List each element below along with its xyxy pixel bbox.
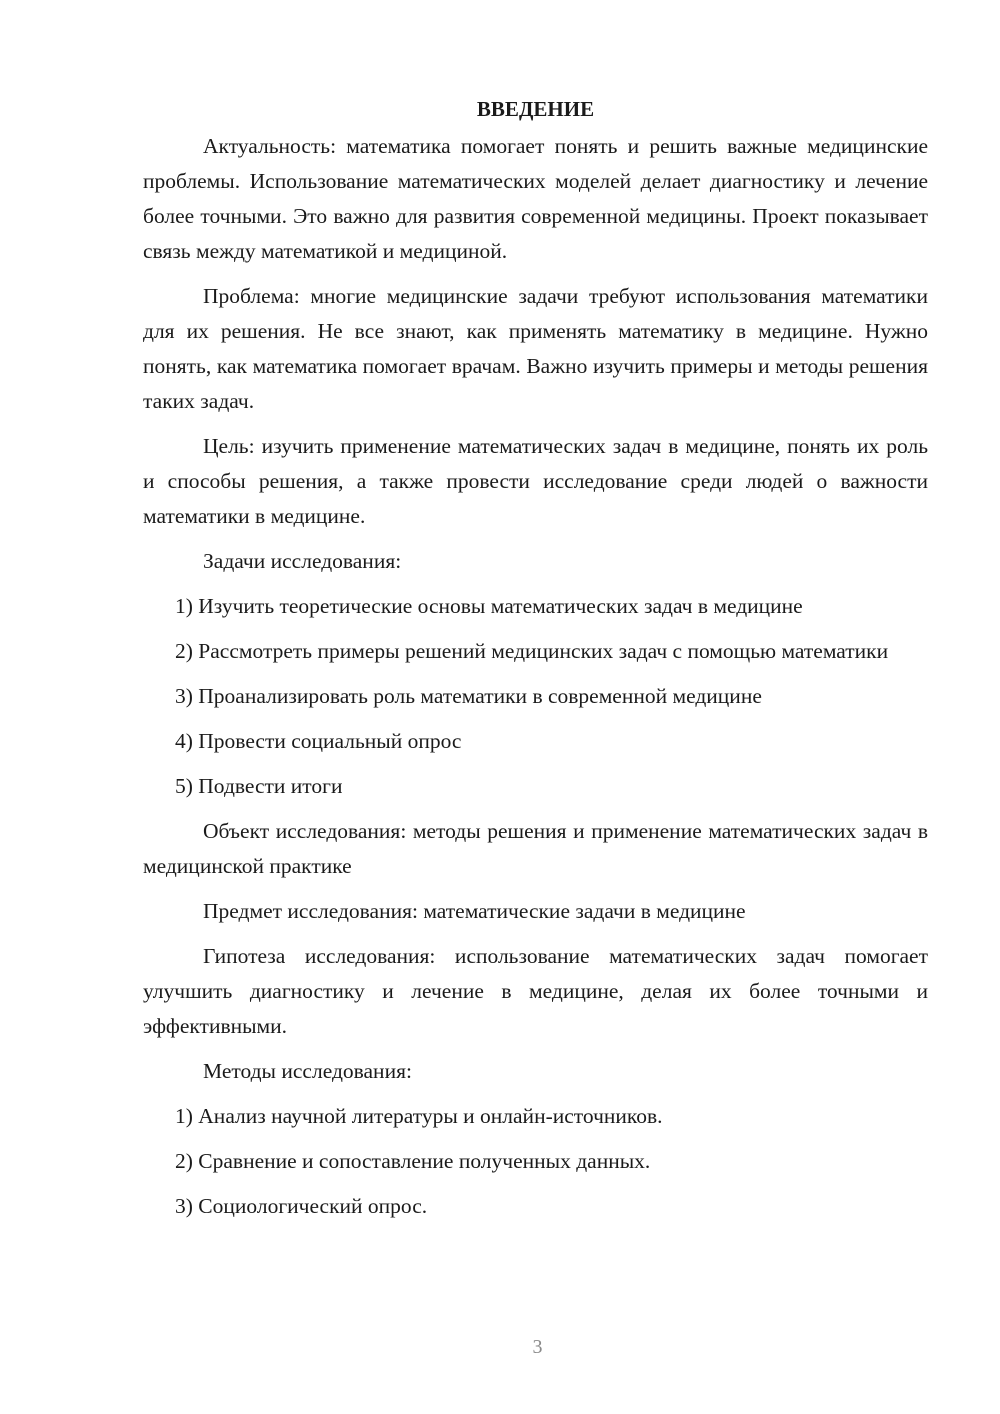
page-number: 3 — [532, 1336, 543, 1358]
task-item-5: 5) Подвести итоги — [175, 774, 343, 798]
method-item-1: 1) Анализ научной литературы и онлайн-источников. — [175, 1104, 663, 1128]
page-content — [143, 92, 928, 1234]
hypothesis-paragraph: Гипотеза исследования: использование математических задач помогает улучшить диагностику и лечение в медицине, делая их более точными и эффективными. — [143, 944, 928, 1038]
task-item-1: 1) Изучить теоретические основы математических задач в медицине — [175, 594, 803, 618]
task-item-3: 3) Проанализировать роль математики в современной медицине — [175, 684, 762, 708]
tasks-label: Задачи исследования: — [203, 549, 402, 573]
method-item-2: 2) Сравнение и сопоставление полученных данных. — [175, 1149, 651, 1173]
goal-paragraph: Цель: изучить применение математических задач в медицине, понять их роль и способы решения, а также провести исследование среди людей о важности математики в медицине. — [143, 434, 928, 528]
task-item-4: 4) Провести социальный опрос — [175, 729, 462, 753]
page-title: ВВЕДЕНИЕ — [476, 97, 595, 121]
problem-paragraph: Проблема: многие медицинские задачи требуют использования математики для их решения. Не все знают, как применять математику в медицине. Нужно понять, как математика помогает врачам. Важно изучить примеры и методы решения таких задач. — [143, 284, 928, 413]
method-item-3: 3) Социологический опрос. — [175, 1194, 428, 1218]
task-item-2: 2) Рассмотреть примеры решений медицинских задач с помощью математики — [175, 639, 889, 663]
relevance-paragraph: Актуальность: математика помогает понять и решить важные медицинские проблемы. Использование математических моделей делает диагностику и лечение более точными. Это важно для развития современной медицины. Проект показывает связь между математикой и медициной. — [143, 134, 928, 263]
methods-label: Методы исследования: — [203, 1059, 412, 1083]
subject-paragraph: Предмет исследования: математические задачи в медицине — [203, 899, 746, 923]
object-paragraph: Объект исследования: методы решения и применение математических задач в медицинской практике — [143, 819, 928, 878]
